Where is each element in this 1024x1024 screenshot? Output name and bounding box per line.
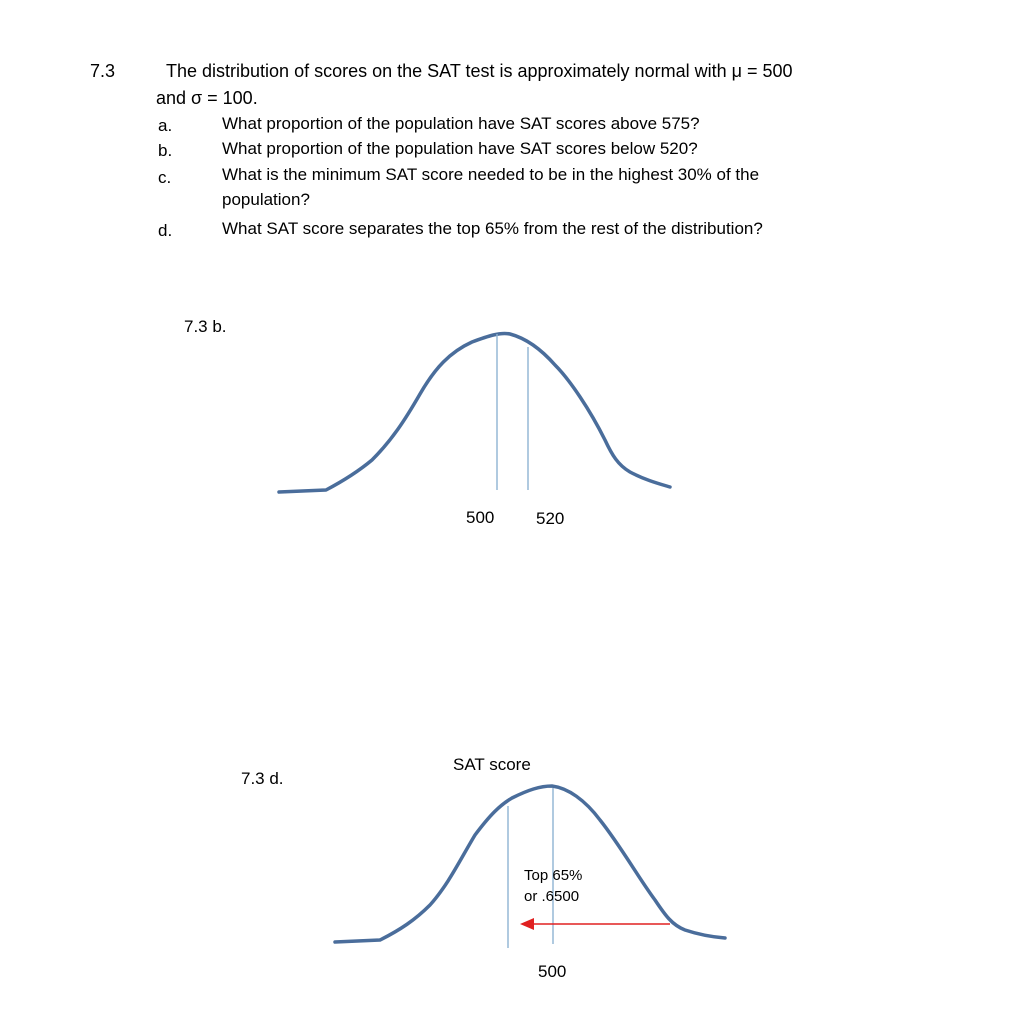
part-c-question-line-1: What is the minimum SAT score needed to be in the highest 30% of the [222,165,760,184]
figure-d-annotation-line-1: Top 65% [524,867,583,884]
part-c-letter: c. [158,168,172,187]
figure-d-bell-curve [335,786,725,942]
figure-b-label: 7.3 b. [184,317,227,336]
problem-intro-line-2: and σ = 100. [156,88,258,108]
figure-b-tick-520: 520 [536,509,565,528]
figure-b-tick-500: 500 [466,508,495,527]
part-d-question: What SAT score separates the top 65% from the rest of the distribution? [222,219,763,238]
part-a-letter: a. [158,116,173,135]
problem-number: 7.3 [90,61,116,81]
figure-d-tick-500: 500 [538,962,567,981]
part-b-question: What proportion of the population have SAT scores below 520? [222,139,698,158]
part-d-letter: d. [158,221,173,240]
figure-d-arrow-head [520,918,534,930]
part-b-letter: b. [158,141,173,160]
part-a-question: What proportion of the population have SAT scores above 575? [222,114,700,133]
problem-intro-line-1: The distribution of scores on the SAT test is approximately normal with μ = 500 [166,61,793,81]
figure-d-annotation-line-2: or .6500 [524,888,580,905]
figure-d-label: 7.3 d. [241,769,284,788]
part-c-question-line-2: population? [222,190,310,209]
figure-d-title: SAT score [453,755,531,774]
